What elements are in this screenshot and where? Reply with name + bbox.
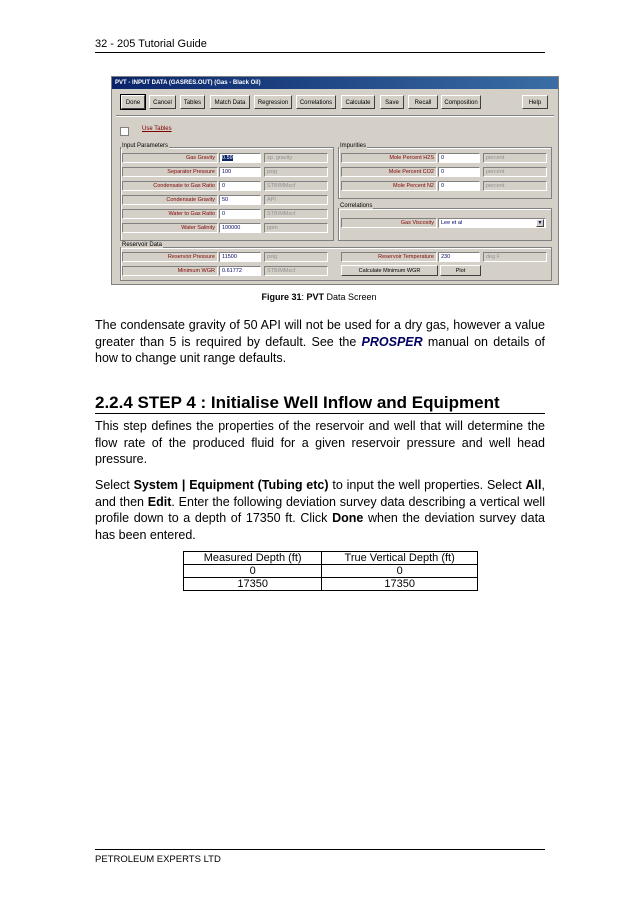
gas-gravity-input[interactable]: 0.59 xyxy=(219,153,261,163)
reservoir-temperature-label: Reservoir Temperature xyxy=(341,252,437,262)
h2s-label: Mole Percent H2S xyxy=(341,153,437,163)
section-heading: 2.2.4 STEP 4 : Initialise Well Inflow and Equipment xyxy=(95,393,500,412)
gas-gravity-unit: sp. gravity xyxy=(264,153,328,163)
figure-caption xyxy=(0,292,638,302)
page-header: 32 - 205 Tutorial Guide xyxy=(95,38,207,50)
menu-all: All xyxy=(525,478,542,492)
gas-gravity-label: Gas Gravity xyxy=(122,153,218,163)
reservoir-pressure-input[interactable]: 11500 xyxy=(219,252,261,262)
reservoir-pressure-unit: psig xyxy=(264,252,328,262)
prosper-name: PROSPER xyxy=(361,334,423,349)
caption-text: Data Screen xyxy=(324,292,377,302)
paragraph-instructions: Select System | Equipment (Tubing etc) to input the well properties. Select All, and then Edit. Enter the following deviation survey data describing a vertical well profile down to a depth of 17350 ft. Click Done when the deviation survey data has been entered. xyxy=(95,478,545,542)
cancel-button[interactable]: Cancel xyxy=(149,95,176,109)
table-header-cell: True Vertical Depth (ft) xyxy=(322,552,478,565)
co2-label: Mole Percent CO2 xyxy=(341,167,437,177)
table-cell: 17350 xyxy=(184,578,322,591)
paragraph-step-definition: This step defines the properties of the reservoir and well that will determine the flow rate of the produced fluid for a given reservoir pressure and well head pressure. xyxy=(95,419,545,466)
pvt-input-window xyxy=(111,76,559,285)
co2-unit: percent xyxy=(483,167,547,177)
n2-label: Mole Percent N2 xyxy=(341,181,437,191)
tables-button[interactable]: Tables xyxy=(180,95,205,109)
reservoir-temperature-input[interactable]: 230 xyxy=(438,252,480,262)
reservoir-temperature-unit: deg F xyxy=(483,252,547,262)
correlations-title: Correlations xyxy=(340,203,373,209)
composition-button[interactable]: Composition xyxy=(441,95,481,109)
water-gas-ratio-unit: STB/MMscf xyxy=(264,209,328,219)
header-rule xyxy=(95,52,545,53)
table-header-cell: Measured Depth (ft) xyxy=(184,552,322,565)
correlations-button[interactable]: Correlations xyxy=(296,95,336,109)
calculate-button[interactable]: Calculate xyxy=(341,95,375,109)
condensate-gravity-input[interactable]: 50 xyxy=(219,195,261,205)
n2-input[interactable]: 0 xyxy=(438,181,480,191)
heading-rule xyxy=(95,413,545,414)
water-gas-ratio-input[interactable]: 0 xyxy=(219,209,261,219)
menu-edit: Edit xyxy=(147,494,172,509)
table-cell: 17350 xyxy=(322,578,478,591)
table-cell: 0 xyxy=(322,565,478,578)
done-button[interactable]: Done xyxy=(121,95,145,109)
table-row xyxy=(184,565,478,578)
use-tables-label[interactable]: Use Tables xyxy=(142,126,172,132)
separator-pressure-input[interactable]: 100 xyxy=(219,167,261,177)
minimum-wgr-unit: STB/MMscf xyxy=(264,266,328,276)
page-footer: PETROLEUM EXPERTS LTD xyxy=(95,854,221,865)
minimum-wgr-label: Minimum WGR xyxy=(122,266,218,276)
calculate-minimum-wgr-button[interactable]: Calculate Minimum WGR xyxy=(341,265,438,276)
save-button[interactable]: Save xyxy=(380,95,404,109)
footer-rule xyxy=(95,849,545,850)
separator-pressure-label: Separator Pressure xyxy=(122,167,218,177)
table-header-row xyxy=(184,552,478,565)
table-cell: 0 xyxy=(184,565,322,578)
separator-pressure-unit: psig xyxy=(264,167,328,177)
figure-number: Figure 31 xyxy=(261,292,302,302)
water-salinity-unit: ppm xyxy=(264,223,328,233)
minimum-wgr-input[interactable]: 0.61772 xyxy=(219,266,261,276)
regression-button[interactable]: Regression xyxy=(254,95,292,109)
water-salinity-label: Water Salinity xyxy=(122,223,218,233)
caption-bold: PVT xyxy=(306,292,324,302)
reservoir-pressure-label: Reservoir Pressure xyxy=(122,252,218,262)
menu-system-equipment: System | Equipment (Tubing etc) xyxy=(133,478,329,492)
gas-viscosity-value: Lee et al xyxy=(441,220,463,226)
match-data-button[interactable]: Match Data xyxy=(210,95,250,109)
dropdown-arrow-icon[interactable]: ▼ xyxy=(537,220,543,226)
input-parameters-title: Input Parameters xyxy=(122,143,169,149)
deviation-survey-table xyxy=(183,551,478,591)
h2s-unit: percent xyxy=(483,153,547,163)
paragraph-condensate: The condensate gravity of 50 API will not be used for a dry gas, however a value greater than 5 is required by default. See the PROSPER manual on details of how to change unit range defaults. xyxy=(95,318,545,365)
help-button[interactable]: Help xyxy=(522,95,548,109)
menu-done: Done xyxy=(332,511,364,525)
condensate-gravity-label: Condensate Gravity xyxy=(122,195,218,205)
water-salinity-input[interactable]: 100000 xyxy=(219,223,261,233)
condensate-gravity-unit: API xyxy=(264,195,328,205)
impurities-title: Impurities xyxy=(340,143,367,149)
use-tables-checkbox[interactable] xyxy=(120,127,129,136)
gas-viscosity-label: Gas Viscosity xyxy=(341,218,437,228)
water-gas-ratio-label: Water to Gas Ratio xyxy=(122,209,218,219)
gas-viscosity-select[interactable] xyxy=(438,218,546,228)
co2-input[interactable]: 0 xyxy=(438,167,480,177)
n2-unit: percent xyxy=(483,181,547,191)
h2s-input[interactable]: 0 xyxy=(438,153,480,163)
toolbar-separator xyxy=(116,115,554,117)
plot-button[interactable]: Plot xyxy=(440,265,481,276)
caption-separator: : xyxy=(301,292,307,302)
condensate-gas-ratio-unit: STB/MMscf xyxy=(264,181,328,191)
condensate-gas-ratio-label: Condensate to Gas Ratio xyxy=(122,181,218,191)
recall-button[interactable]: Recall xyxy=(408,95,438,109)
reservoir-data-title: Reservoir Data xyxy=(122,242,163,248)
window-title: PVT - INPUT DATA (GASRES.OUT) (Gas - Black Oil) xyxy=(112,77,558,89)
table-row xyxy=(184,578,478,591)
condensate-gas-ratio-input[interactable]: 0 xyxy=(219,181,261,191)
